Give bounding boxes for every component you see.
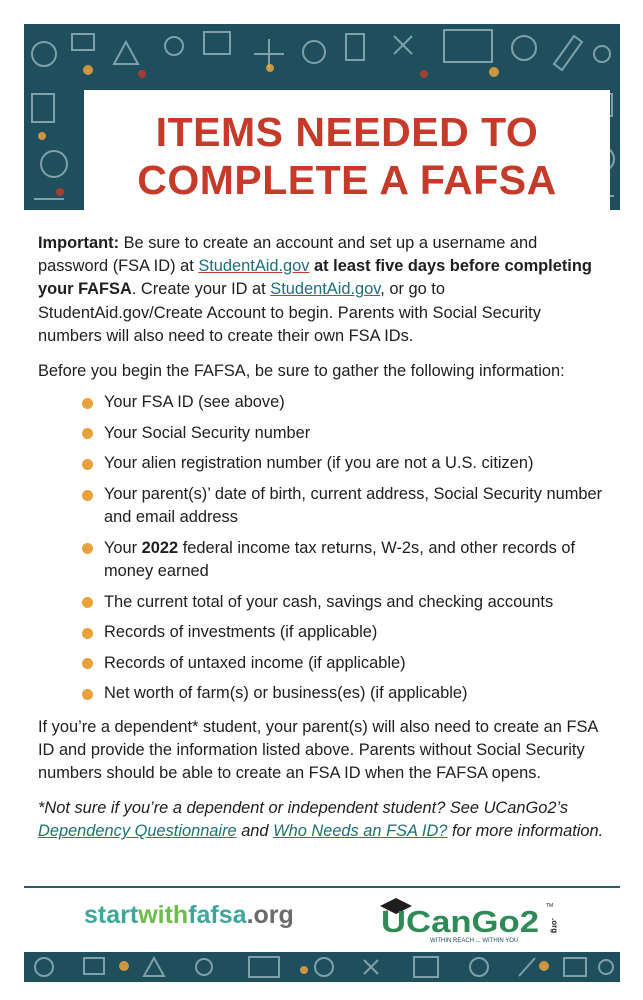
footer-divider	[24, 886, 620, 888]
list-item: Your FSA ID (see above)	[82, 391, 608, 414]
list-item-text: federal income tax returns, W-2s, and other records of money earned	[104, 538, 576, 580]
page-title-line-2: COMPLETE A FAFSA	[137, 157, 557, 203]
important-text-3: , or go to StudentAid.gov/Create Account to begin. Parents with Social Security numbers will also need to create their own FSA IDs.	[38, 280, 541, 345]
list-item: Your Social Security number	[82, 422, 608, 445]
title-box	[84, 90, 610, 210]
dependency-questionnaire-link[interactable]: Dependency Questionnaire	[38, 822, 237, 841]
important-paragraph	[38, 232, 608, 348]
list-item: Records of investments (if applicable)	[82, 621, 608, 644]
ucango2-logo	[378, 896, 568, 946]
startwithfafsa-link[interactable]	[84, 901, 294, 930]
logo-org: .org	[550, 918, 559, 934]
site-part-start: start	[84, 901, 139, 929]
site-part-fafsa: fafsa	[188, 901, 247, 929]
logo-tm: TM	[546, 903, 554, 909]
important-text-1: Be sure to create an account and set up a username and password (FSA ID) at	[38, 234, 538, 276]
list-item: Records of untaxed income (if applicable)	[82, 652, 608, 675]
footnote	[38, 797, 608, 843]
items-list	[38, 391, 608, 705]
important-text-2: . Create your ID at	[131, 280, 271, 299]
important-label: Important:	[38, 234, 120, 252]
page-title-line-1: ITEMS NEEDED TO	[155, 109, 539, 155]
list-item: Your parent(s)’ date of birth, current address, Social Security number and email address	[82, 483, 608, 529]
list-item-text: Your	[104, 538, 142, 557]
site-part-org: .org	[246, 901, 294, 929]
site-part-with: with	[138, 901, 189, 929]
education-pattern-icon	[24, 952, 620, 982]
important-bold-text: at least five days before completing your FAFSA	[38, 257, 592, 299]
logo-wordmark: UCanGo2	[381, 904, 539, 939]
list-item: Net worth of farm(s) or business(es) (if applicable)	[82, 682, 608, 705]
list-item: The current total of your cash, savings and checking accounts	[82, 591, 608, 614]
list-item	[82, 537, 608, 583]
list-item: Your alien registration number (if you are not a U.S. citizen)	[82, 452, 608, 475]
footer-banner	[24, 952, 620, 982]
footnote-text-2: and	[236, 822, 274, 841]
footnote-text-1: *Not sure if you’re a dependent or independent student? See UCanGo2’s	[38, 799, 569, 818]
intro-text: Before you begin the FAFSA, be sure to gather the following information:	[38, 362, 565, 381]
dependent-paragraph: If you’re a dependent* student, your parent(s) will also need to create an FSA ID and provide the information listed above. Parents without Social Security numbers should be able to create an FSA ID when the FAFSA opens.	[38, 717, 598, 782]
who-needs-fsa-id-link[interactable]: Who Needs an FSA ID?	[273, 822, 448, 841]
studentaid-link-1[interactable]: StudentAid.gov	[198, 257, 310, 276]
tax-year: 2022	[141, 538, 179, 557]
main-content	[38, 232, 608, 844]
studentaid-link-2[interactable]: StudentAid.gov	[270, 280, 381, 299]
footnote-text-3: for more information.	[447, 822, 604, 841]
header-banner	[24, 24, 620, 210]
logo-tagline: WITHIN REACH ... WITHIN YOU	[430, 938, 519, 944]
